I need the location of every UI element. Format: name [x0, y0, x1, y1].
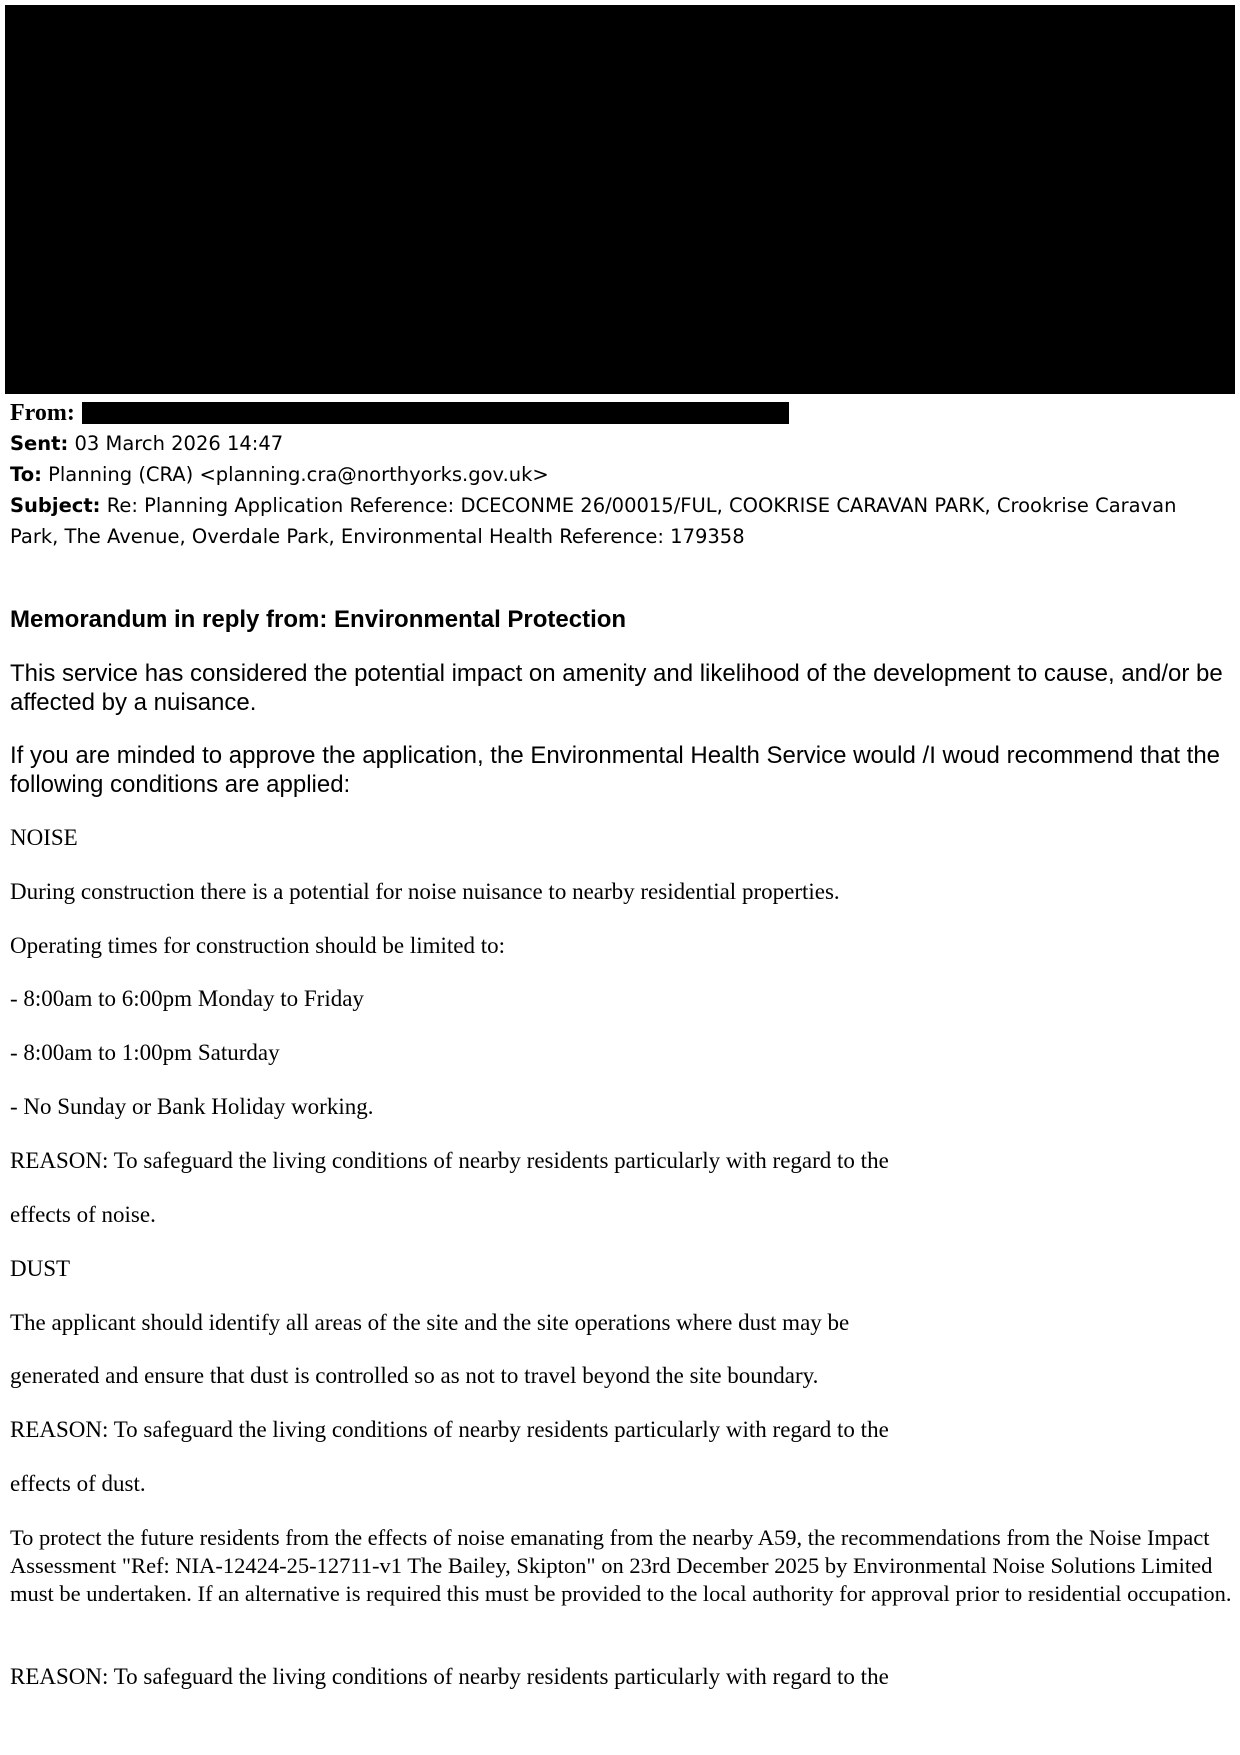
- to-line: [10, 459, 549, 490]
- noise-line-2: Operating times for construction should be limited to:: [10, 933, 506, 958]
- subject-label: Subject:: [10, 494, 101, 517]
- noise-hours-saturday: - 8:00am to 1:00pm Saturday: [10, 1040, 280, 1065]
- noise-reason-line-2: effects of noise.: [10, 1202, 156, 1227]
- sent-line: [10, 428, 283, 459]
- noise-heading: NOISE: [10, 825, 78, 850]
- redacted-sender: [82, 402, 789, 424]
- memo-paragraph-1: This service has considered the potential impact on amenity and likelihood of the development to cause, and/or be affected by a nuisance.: [10, 660, 1223, 716]
- dust-reason-line-1: REASON: To safeguard the living conditions of nearby residents particularly with regard to the: [10, 1417, 889, 1442]
- subject-value-line2: Park, The Avenue, Overdale Park, Environmental Health Reference: 179358: [10, 525, 745, 548]
- noise-no-sunday: - No Sunday or Bank Holiday working.: [10, 1094, 374, 1119]
- sent-label: Sent:: [10, 432, 69, 455]
- noise-line-1: During construction there is a potential for noise nuisance to nearby residential properties.: [10, 879, 840, 904]
- noise-reason-line-1: REASON: To safeguard the living conditions of nearby residents particularly with regard to the: [10, 1148, 889, 1173]
- dust-reason-line-2: effects of dust.: [10, 1471, 146, 1496]
- dust-heading: DUST: [10, 1256, 71, 1281]
- dust-line-1: The applicant should identify all areas of the site and the site operations where dust may be: [10, 1310, 850, 1335]
- redacted-header-block: [5, 5, 1235, 394]
- nia-reason-line-1: REASON: To safeguard the living conditions of nearby residents particularly with regard to the: [10, 1664, 889, 1689]
- sent-value: 03 March 2026 14:47: [74, 432, 284, 455]
- to-value: Planning (CRA) <planning.cra@northyorks.gov.uk>: [48, 463, 549, 486]
- memo-heading: Memorandum in reply from: Environmental Protection: [10, 606, 627, 633]
- memo-paragraph-2: If you are minded to approve the application, the Environmental Health Service would /I woud recommend that the following conditions are applied:: [10, 742, 1221, 798]
- noise-hours-weekday: - 8:00am to 6:00pm Monday to Friday: [10, 986, 364, 1011]
- subject-value-line1: Re: Planning Application Reference: DCECONME 26/00015/FUL, COOKRISE CARAVAN PARK, Crookrise Caravan: [106, 494, 1177, 517]
- from-label: From:: [10, 400, 75, 426]
- to-label: To:: [10, 463, 42, 486]
- subject-line: [10, 490, 1176, 521]
- nia-paragraph: To protect the future residents from the effects of noise emanating from the nearby A59, the recommendations from the Noise Impact Assessment "Ref: NIA-12424-25-12711-v1 The Bailey, Skipton" on 23rd December 2025 by Environmental Noise Solutions Limited must be undertaken. If an alternative is required this must be provided to the local authority for approval prior to residential occupation.: [10, 1525, 1232, 1606]
- dust-line-2: generated and ensure that dust is controlled so as not to travel beyond the site boundary.: [10, 1363, 819, 1388]
